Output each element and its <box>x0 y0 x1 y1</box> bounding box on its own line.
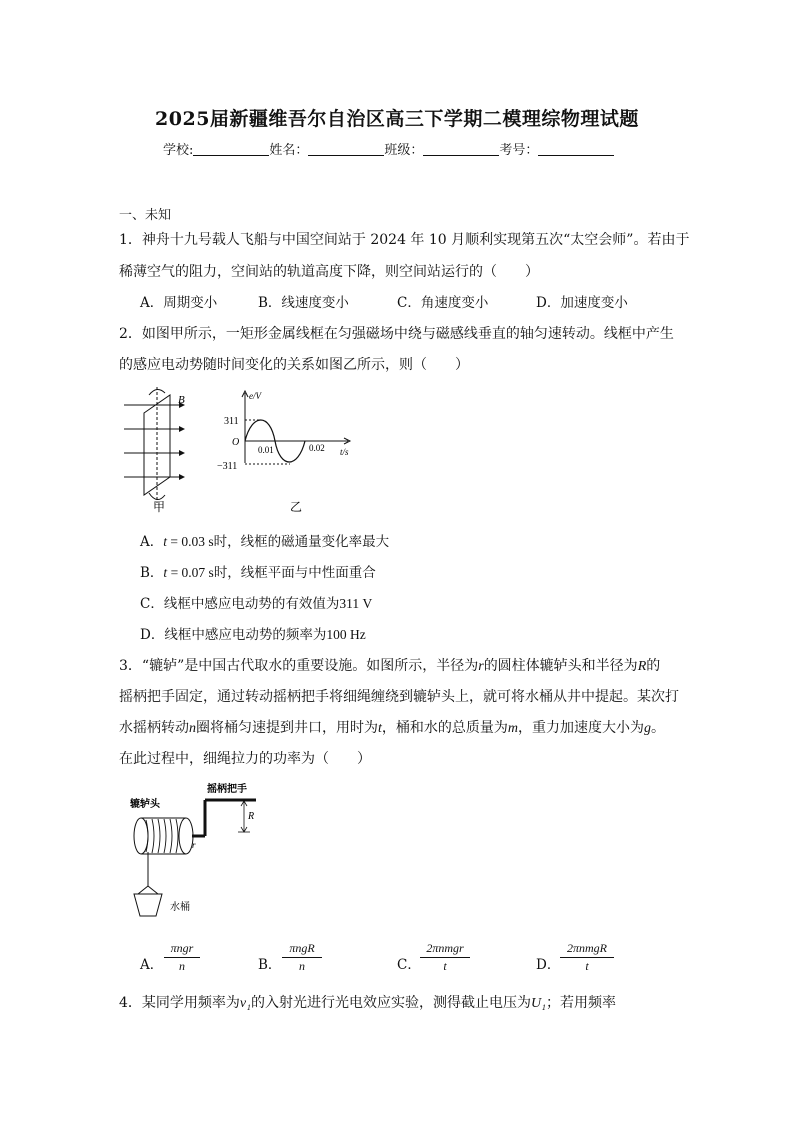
class-blank <box>423 141 499 156</box>
x-tick-1: 0.01 <box>258 445 274 455</box>
q4-line1 <box>119 992 616 1012</box>
bucket-handle-right <box>148 886 158 894</box>
q3-var-t: t <box>378 721 382 736</box>
q3-option-a-den: n <box>179 959 185 973</box>
q2-option-d <box>140 623 366 643</box>
q3-line3-e: 。 <box>651 720 666 736</box>
q4-text-b: 的入射光进行光电效应实验，测得截止电压为 <box>251 995 532 1011</box>
q3-option-a-fraction <box>164 941 200 974</box>
q1-line1: 1．神舟十九号载人飞船与中国空间站于 2024 年 10 月顺利实现第五次“太空会师”。若由于 <box>119 232 690 248</box>
origin-label: O <box>232 437 240 448</box>
page-title: 2025届新疆维吾尔自治区高三下学期二模理综物理试题 <box>155 108 639 130</box>
q2-option-a-value: = 0.03 s <box>167 534 214 549</box>
q3-var-r: r <box>478 659 484 674</box>
q4-var-u1: U₁ <box>531 996 546 1011</box>
x-tick-2: 0.02 <box>309 443 325 453</box>
school-blank <box>193 141 269 156</box>
windlass-figure <box>128 782 264 922</box>
q3-line1 <box>119 655 660 675</box>
handle-label: 摇柄把手 <box>207 784 247 795</box>
q3-option-d-label: D． <box>536 957 561 973</box>
bucket <box>134 894 162 916</box>
q3-line3-a: 水摇柄转动 <box>119 720 189 736</box>
q4-text-a: 4．某同学用频率为 <box>119 995 240 1011</box>
q3-line3-d: ，重力加速度大小为 <box>518 720 645 736</box>
q2-line1: 2．如图甲所示，一矩形金属线框在匀强磁场中绕与磁感线垂直的轴匀速转动。线框中产生 <box>119 326 674 342</box>
q2-option-b-var: t <box>163 565 168 580</box>
y-max-label: 311 <box>224 416 239 427</box>
name-blank <box>308 141 384 156</box>
exam-no-blank <box>538 141 614 156</box>
figure-yi <box>216 387 356 515</box>
y-axis-label: e/V <box>249 391 261 401</box>
drum-right-face <box>179 818 193 854</box>
r-small-label: r <box>192 840 196 850</box>
b-field-label: B <box>178 394 185 406</box>
exam-no-label: 考号： <box>499 143 539 158</box>
q3-option-b-fraction <box>282 941 322 974</box>
q2-option-c-value: 311 V <box>339 596 373 611</box>
q2-option-d-text: D．线框中感应电动势的频率为 <box>140 627 327 643</box>
q2-option-c <box>140 592 372 612</box>
r-big-label: R <box>248 811 255 822</box>
q2-option-b-text: 时，线框平面与中性面重合 <box>213 565 376 581</box>
q2-option-c-text: C．线框中感应电动势的有效值为 <box>140 596 340 612</box>
class-label: 班级： <box>384 143 424 158</box>
q2-option-a-var: t <box>163 534 168 549</box>
q1-option-a: A．周期变小 <box>140 295 218 311</box>
q3-line3 <box>119 717 665 737</box>
q3-option-d-den: t <box>585 959 589 973</box>
q4-var-nu1: ν₁ <box>239 996 252 1011</box>
q3-option-b-den: n <box>299 959 305 973</box>
drum-left-face <box>134 818 148 854</box>
q2-option-b-prefix: B． <box>140 565 164 581</box>
q3-option-d-fraction <box>560 941 614 974</box>
q1-option-d: D．加速度变小 <box>536 295 628 311</box>
q3-var-n: n <box>189 721 196 736</box>
q1-option-b: B．线速度变小 <box>258 295 349 311</box>
bucket-label: 水桶 <box>170 902 190 913</box>
q1-line2: 稀薄空气的阻力，空间站的轨道高度下降，则空间站运行的（ ） <box>119 264 539 280</box>
q3-option-c-den: t <box>443 959 447 973</box>
q2-option-a-prefix: A． <box>140 534 164 550</box>
q3-var-g: g <box>644 721 652 736</box>
q3-option-a-num: πngr <box>164 941 200 958</box>
bucket-handle-left <box>138 886 148 894</box>
q3-option-d-num: 2πnmgR <box>560 941 614 958</box>
name-label: 姓名： <box>269 143 309 158</box>
q2-option-b-value: = 0.07 s <box>167 565 214 580</box>
q4-text-c: ；若用频率 <box>546 995 616 1011</box>
q3-line1-b: 的圆柱体辘轳头和半径为 <box>483 658 638 674</box>
q2-option-a-text: 时，线框的磁通量变化率最大 <box>213 534 390 550</box>
figure-jia-caption: 甲 <box>153 500 166 514</box>
q3-var-R: R <box>637 659 647 674</box>
y-min-label: −311 <box>217 461 238 472</box>
q3-option-c-label: C． <box>397 957 421 973</box>
student-info <box>163 139 614 158</box>
q3-line3-b: 圈将桶匀速提到井口，用时为 <box>196 720 378 736</box>
q3-line1-a: 3．“辘轳”是中国古代取水的重要设施。如图所示，半径为 <box>119 658 479 674</box>
q3-option-c-num: 2πnmgr <box>420 941 470 958</box>
q2-option-d-value: 100 Hz <box>326 627 366 642</box>
q2-option-b <box>140 561 376 581</box>
figure-jia <box>118 383 198 515</box>
q3-line4: 在此过程中，细绳拉力的功率为（ ） <box>119 751 371 767</box>
q3-line3-c: ，桶和水的总质量为 <box>381 720 508 736</box>
q3-option-c-fraction <box>420 941 470 974</box>
section-heading: 一、未知 <box>119 208 172 223</box>
drum-label: 辘轳头 <box>130 799 160 810</box>
q2-option-a <box>140 530 389 550</box>
q3-option-b-num: πngR <box>282 941 322 958</box>
school-label: 学校: <box>163 143 194 158</box>
q1-option-c: C．角速度变小 <box>397 295 489 311</box>
q3-option-a-label: A． <box>140 957 164 973</box>
q3-line2: 摇柄把手固定，通过转动摇柄把手将细绳缠绕到辘轳头上，就可将水桶从井中提起。某次打 <box>119 689 679 705</box>
q3-line1-c: 的 <box>646 658 661 674</box>
q3-var-m: m <box>507 721 519 736</box>
figure-yi-caption: 乙 <box>290 500 303 514</box>
q2-line2: 的感应电动势随时间变化的关系如图乙所示，则（ ） <box>119 357 469 373</box>
q3-option-b-label: B． <box>258 957 282 973</box>
x-axis-label: t/s <box>340 447 349 457</box>
rope-windings <box>146 819 178 853</box>
